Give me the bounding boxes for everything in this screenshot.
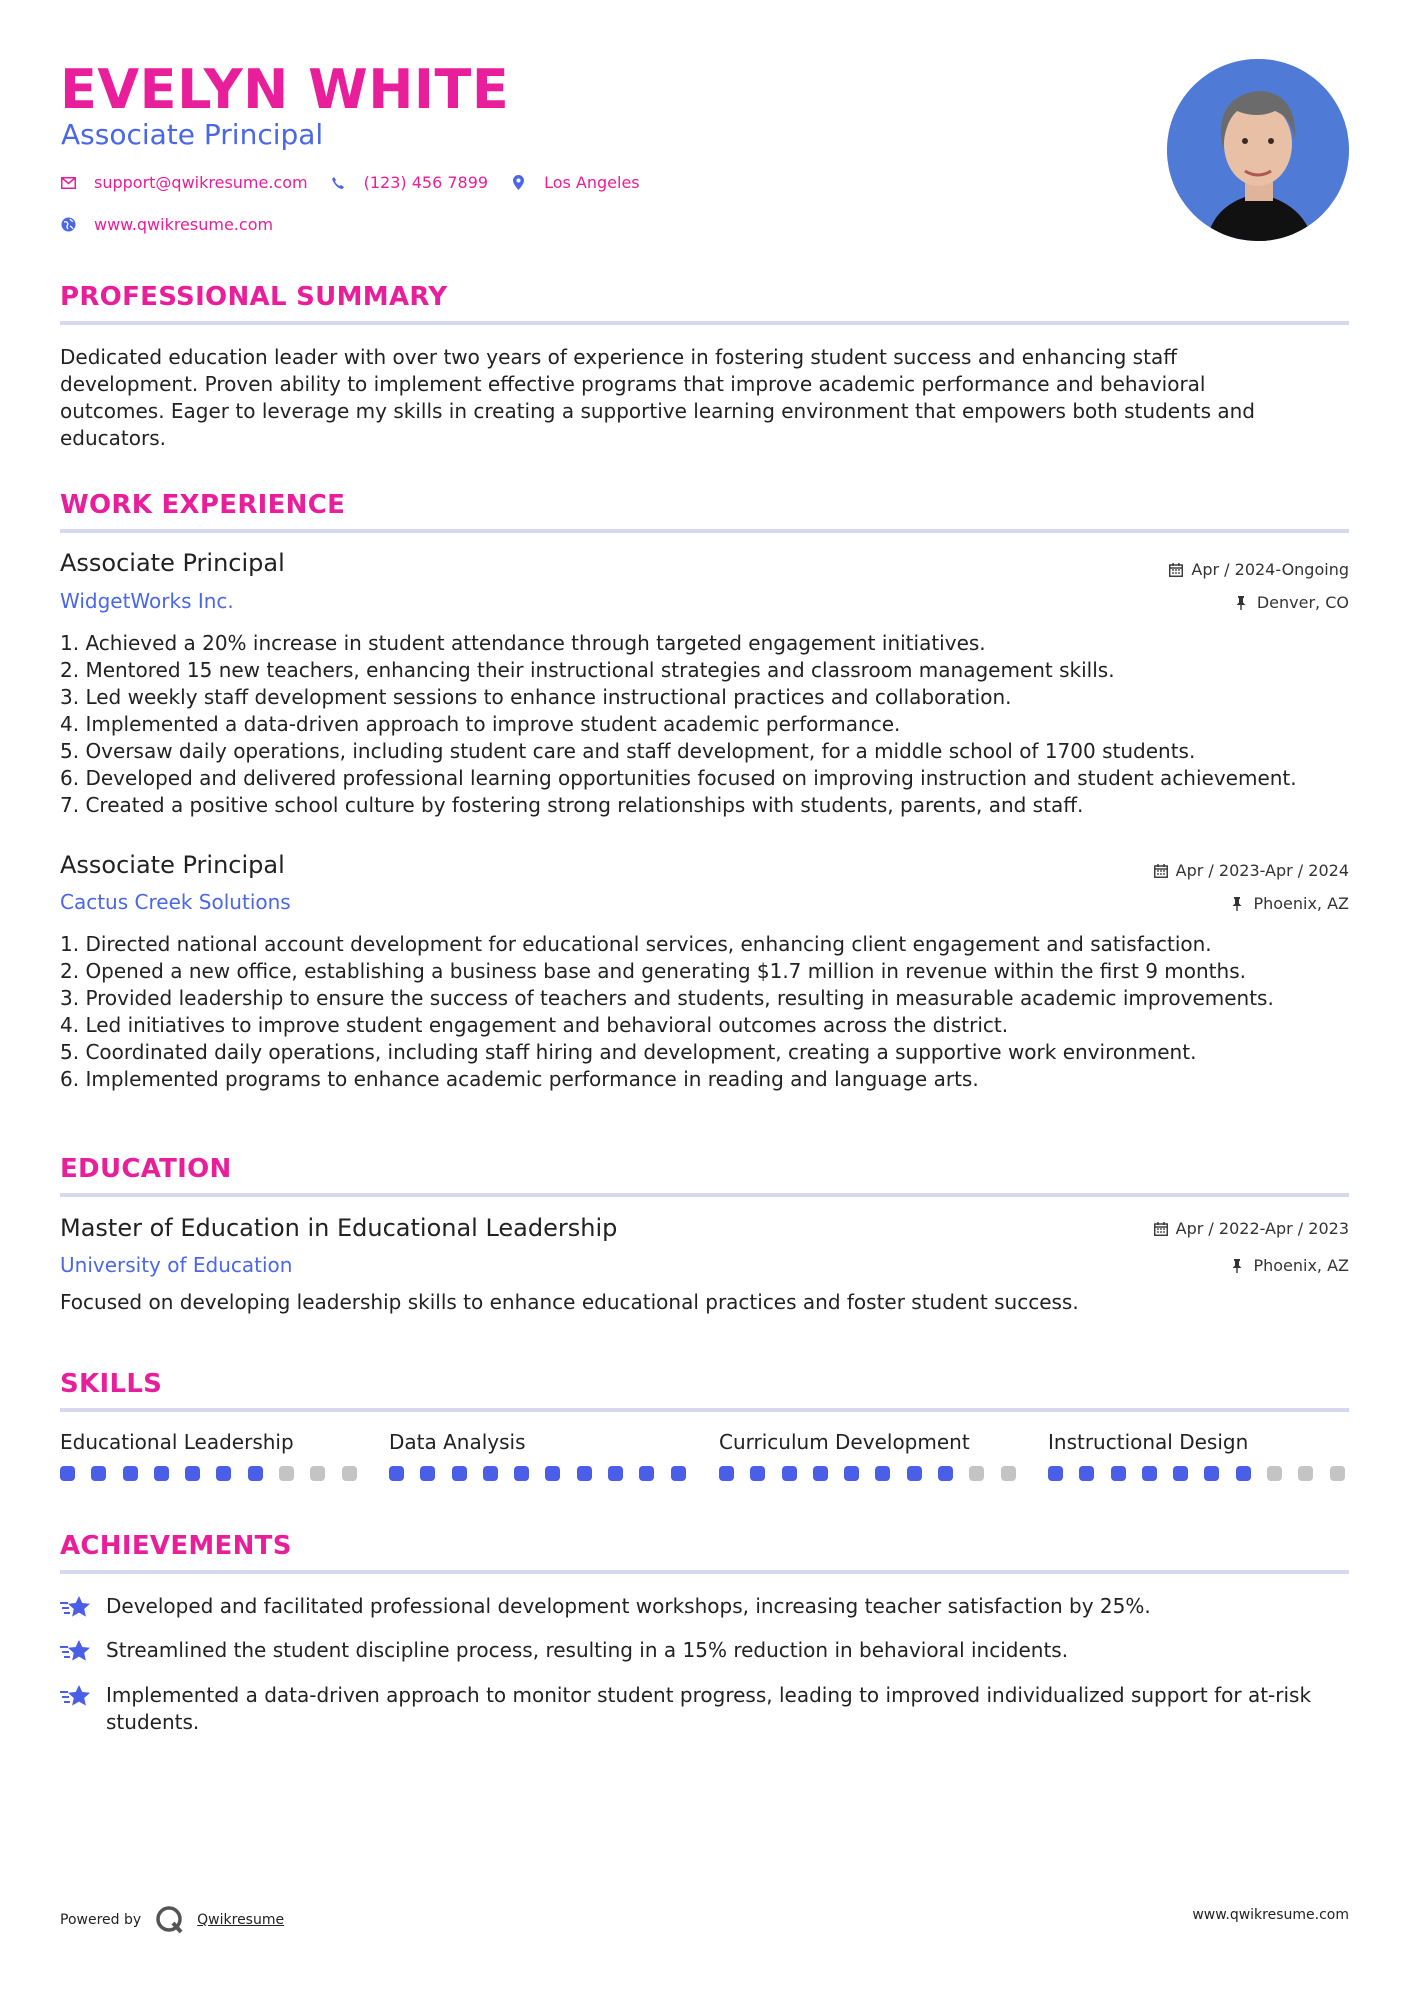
location-item <box>510 173 640 192</box>
globe-icon <box>60 217 76 233</box>
skill-dot-filled <box>608 1466 623 1481</box>
list-item: 2. Mentored 15 new teachers, enhancing their instructional strategies and classroom management skills. <box>60 658 1115 682</box>
list-item: 5. Oversaw daily operations, including student care and staff development, for a middle school of 1700 students. <box>60 739 1196 763</box>
skill-dot-filled <box>938 1466 953 1481</box>
education-description: Focused on developing leadership skills to enhance educational practices and foster student success. <box>60 1290 1079 1314</box>
skill-name: Curriculum Development <box>719 1430 970 1454</box>
skill-dot-filled <box>452 1466 467 1481</box>
education-dates-text: Apr / 2022-Apr / 2023 <box>1175 1219 1349 1238</box>
skill-block <box>389 1430 702 1481</box>
skill-dot-filled <box>1236 1466 1251 1481</box>
powered-by-label: Powered by <box>60 1912 142 1928</box>
skill-dot-filled <box>1079 1466 1094 1481</box>
achievement-item <box>60 1682 1349 1736</box>
skill-dot-empty <box>969 1466 984 1481</box>
skill-name: Data Analysis <box>389 1430 526 1454</box>
list-item: 1. Directed national account development for educational services, enhancing client engagement and satisfaction. <box>60 932 1212 956</box>
job-company: WidgetWorks Inc. <box>60 589 234 613</box>
star-icon <box>60 1593 94 1620</box>
skill-dot-filled <box>60 1466 75 1481</box>
list-item: 4. Led initiatives to improve student engagement and behavioral outcomes across the district. <box>60 1013 1009 1037</box>
achievement-item <box>60 1637 1349 1664</box>
job-location <box>1235 593 1349 612</box>
skill-dot-filled <box>782 1466 797 1481</box>
job-title: Associate Principal <box>60 549 285 577</box>
job-dates-text: Apr / 2024-Ongoing <box>1191 560 1349 579</box>
skill-dot-filled <box>91 1466 106 1481</box>
pushpin-icon <box>1231 1259 1245 1273</box>
map-pin-icon <box>510 175 526 191</box>
education-heading: EDUCATION <box>60 1154 232 1184</box>
summary-line: development. Proven ability to implement effective programs that improve academic performance and behavioral <box>60 372 1206 396</box>
summary-divider <box>60 321 1349 325</box>
qwikresume-logo-icon <box>155 1905 185 1935</box>
education-location-text: Phoenix, AZ <box>1253 1256 1349 1275</box>
skill-dot-filled <box>1111 1466 1126 1481</box>
skill-name: Instructional Design <box>1048 1430 1249 1454</box>
envelope-icon <box>60 175 76 191</box>
achievement-text: Streamlined the student discipline process, resulting in a 15% reduction in behavioral incidents. <box>106 1638 1069 1662</box>
job-title: Associate Principal <box>60 851 285 879</box>
list-item: 4. Implemented a data-driven approach to improve student academic performance. <box>60 712 901 736</box>
calendar-icon <box>1154 864 1168 878</box>
footer-website[interactable]: www.qwikresume.com <box>1192 1907 1349 1923</box>
skill-dot-filled <box>1048 1466 1063 1481</box>
job-bullets <box>60 630 1355 819</box>
degree-title: Master of Education in Educational Leadership <box>60 1214 618 1242</box>
job-company: Cactus Creek Solutions <box>60 890 291 914</box>
location-text: Los Angeles <box>544 173 640 192</box>
job-bullets <box>60 931 1355 1093</box>
job-location-text: Phoenix, AZ <box>1253 894 1349 913</box>
skill-meter <box>60 1466 373 1481</box>
job-dates <box>1154 861 1349 880</box>
skill-dot-empty <box>1267 1466 1282 1481</box>
avatar-portrait <box>1167 59 1349 241</box>
skill-dot-filled <box>389 1466 404 1481</box>
skill-dot-empty <box>1298 1466 1313 1481</box>
list-item: 3. Led weekly staff development sessions to enhance instructional practices and collaboration. <box>60 685 1012 709</box>
skill-dot-filled <box>813 1466 828 1481</box>
summary-heading: PROFESSIONAL SUMMARY <box>60 282 448 312</box>
skill-block <box>1048 1430 1361 1481</box>
skill-dot-empty <box>1330 1466 1345 1481</box>
job-location-text: Denver, CO <box>1256 593 1349 612</box>
contact-row <box>60 173 662 192</box>
skills-heading: SKILLS <box>60 1369 163 1399</box>
email-item[interactable] <box>60 173 308 192</box>
skills-divider <box>60 1408 1349 1412</box>
list-item: 3. Provided leadership to ensure the success of teachers and students, resulting in measurable academic improvements. <box>60 986 1274 1010</box>
summary-line: Dedicated education leader with over two years of experience in fostering student success and enhancing staff <box>60 345 1177 369</box>
footer-branding <box>60 1905 284 1935</box>
skill-dot-filled <box>420 1466 435 1481</box>
skill-dot-filled <box>671 1466 686 1481</box>
skill-dot-filled <box>514 1466 529 1481</box>
calendar-icon <box>1154 1222 1168 1236</box>
experience-divider <box>60 529 1349 533</box>
qwikresume-link[interactable]: Qwikresume <box>197 1912 285 1928</box>
achievement-text: Implemented a data-driven approach to monitor student progress, leading to improved individualized support for at-risk students. <box>106 1683 1312 1734</box>
experience-heading: WORK EXPERIENCE <box>60 490 346 520</box>
skill-dot-filled <box>216 1466 231 1481</box>
summary-text <box>60 344 1349 452</box>
skill-dot-filled <box>844 1466 859 1481</box>
job-dates <box>1169 560 1349 579</box>
skill-dot-filled <box>907 1466 922 1481</box>
website-row <box>60 215 295 234</box>
skill-dot-filled <box>248 1466 263 1481</box>
star-icon <box>60 1637 94 1664</box>
list-item: 7. Created a positive school culture by fostering strong relationships with students, parents, and staff. <box>60 793 1084 817</box>
list-item: 1. Achieved a 20% increase in student attendance through targeted engagement initiatives. <box>60 631 986 655</box>
summary-line: outcomes. Eager to leverage my skills in creating a supportive learning environment that empowers both students and <box>60 399 1255 423</box>
star-icon <box>60 1682 94 1709</box>
skill-dot-filled <box>545 1466 560 1481</box>
skill-meter <box>389 1466 702 1481</box>
job-location <box>1231 894 1349 913</box>
education-location <box>1231 1256 1349 1275</box>
skill-dot-filled <box>1142 1466 1157 1481</box>
skill-dot-filled <box>577 1466 592 1481</box>
phone-icon <box>330 175 346 191</box>
achievement-text: Developed and facilitated professional development workshops, increasing teacher satisfaction by 25%. <box>106 1594 1151 1618</box>
list-item: 2. Opened a new office, establishing a business base and generating $1.7 million in revenue within the first 9 months. <box>60 959 1246 983</box>
candidate-name: EVELYN WHITE <box>60 58 510 121</box>
phone-text[interactable]: (123) 456 7899 <box>363 173 489 192</box>
email-text[interactable]: support@qwikresume.com <box>94 173 308 192</box>
skill-dot-filled <box>1204 1466 1219 1481</box>
skill-dot-filled <box>123 1466 138 1481</box>
skill-dot-filled <box>185 1466 200 1481</box>
website-item[interactable] <box>60 215 273 234</box>
skill-name: Educational Leadership <box>60 1430 294 1454</box>
list-item: 5. Coordinated daily operations, including staff hiring and development, creating a supportive work environment. <box>60 1040 1197 1064</box>
skill-dot-filled <box>154 1466 169 1481</box>
list-item: 6. Implemented programs to enhance academic performance in reading and language arts. <box>60 1067 979 1091</box>
skill-dot-filled <box>483 1466 498 1481</box>
skill-meter <box>1048 1466 1361 1481</box>
skill-block <box>719 1430 1032 1481</box>
achievements-divider <box>60 1570 1349 1574</box>
skill-dot-empty <box>342 1466 357 1481</box>
pushpin-icon <box>1235 596 1249 610</box>
education-divider <box>60 1193 1349 1197</box>
skill-dot-filled <box>1173 1466 1188 1481</box>
job-dates-text: Apr / 2023-Apr / 2024 <box>1175 861 1349 880</box>
skill-meter <box>719 1466 1032 1481</box>
skill-dot-empty <box>279 1466 294 1481</box>
skill-dot-filled <box>719 1466 734 1481</box>
school-name: University of Education <box>60 1253 293 1277</box>
avatar <box>1167 59 1349 241</box>
skill-dot-empty <box>1001 1466 1016 1481</box>
calendar-icon <box>1169 563 1183 577</box>
candidate-title: Associate Principal <box>61 118 324 151</box>
skill-dot-filled <box>750 1466 765 1481</box>
website-text[interactable]: www.qwikresume.com <box>94 215 274 234</box>
skill-block <box>60 1430 373 1481</box>
pushpin-icon <box>1231 897 1245 911</box>
skill-dot-empty <box>310 1466 325 1481</box>
education-dates <box>1154 1219 1349 1238</box>
phone-item[interactable] <box>330 173 488 192</box>
skill-dot-filled <box>639 1466 654 1481</box>
skill-dot-filled <box>875 1466 890 1481</box>
achievement-item <box>60 1593 1349 1620</box>
achievements-heading: ACHIEVEMENTS <box>60 1531 292 1561</box>
list-item: 6. Developed and delivered professional learning opportunities focused on improving instruction and student achievement. <box>60 766 1297 790</box>
summary-line: educators. <box>60 426 167 450</box>
